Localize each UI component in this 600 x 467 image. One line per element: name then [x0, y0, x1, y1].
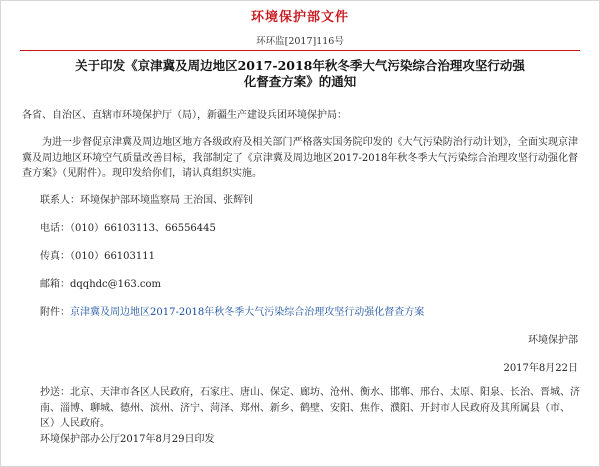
fax-number: 传真：（010）66103111 [40, 251, 155, 262]
cc-list: 抄送：北京、天津市各区人民政府，石家庄、唐山、保定、廊坊、沧州、衡水、邯郸、邢台、太原、阳泉、长治、晋城、济南、淄博、聊城、德州、滨州、济宁、菏泽、郑州、新乡、鹤壁、安阳、焦作、濮阳、开封市人民政府及其所属县（市、区）人民政府。 [40, 387, 580, 429]
attachment-label: 附件： [40, 307, 70, 318]
email-address: 邮箱：dqqhdc@163.com [40, 279, 162, 290]
signer: 环境保护部 [528, 335, 578, 346]
attachment-line [40, 305, 424, 320]
issued-line: 环境保护部办公厅2017年8月29日印发 [40, 434, 215, 445]
document-number: 环环监[2017]116号 [256, 36, 344, 47]
signing-date: 2017年8月22日 [503, 363, 578, 374]
header-divider [20, 50, 580, 51]
attachment-link[interactable]: 京津冀及周边地区2017-2018年秋冬季大气污染综合治理攻坚行动强化督查方案 [70, 307, 425, 318]
document-header-title: 环境保护部文件 [250, 10, 349, 25]
contact-person: 联系人：环境保护部环境监察局 王治国、张辉钊 [40, 195, 254, 206]
notice-title: 关于印发《京津冀及周边地区2017-2018年秋冬季大气污染综合治理攻坚行动强化督查方案》的通知 [75, 58, 525, 89]
phone-number: 电话：（010）66103113、66556445 [40, 223, 216, 234]
addressee: 各省、自治区、直辖市环境保护厅（局），新疆生产建设兵团环境保护局： [22, 110, 347, 121]
body-paragraph: 为进一步督促京津冀及周边地区地方各级政府及相关部门严格落实国务院印发的《大气污染防治行动计划》，全面实现京津冀及周边地区环境空气质量改善目标，我部制定了《京津冀及周边地区2017-2018年秋冬季大气污染综合治理攻坚行动强化督查方案》（见附件）。现印发给你们，请认真组织实施。 [22, 137, 578, 179]
